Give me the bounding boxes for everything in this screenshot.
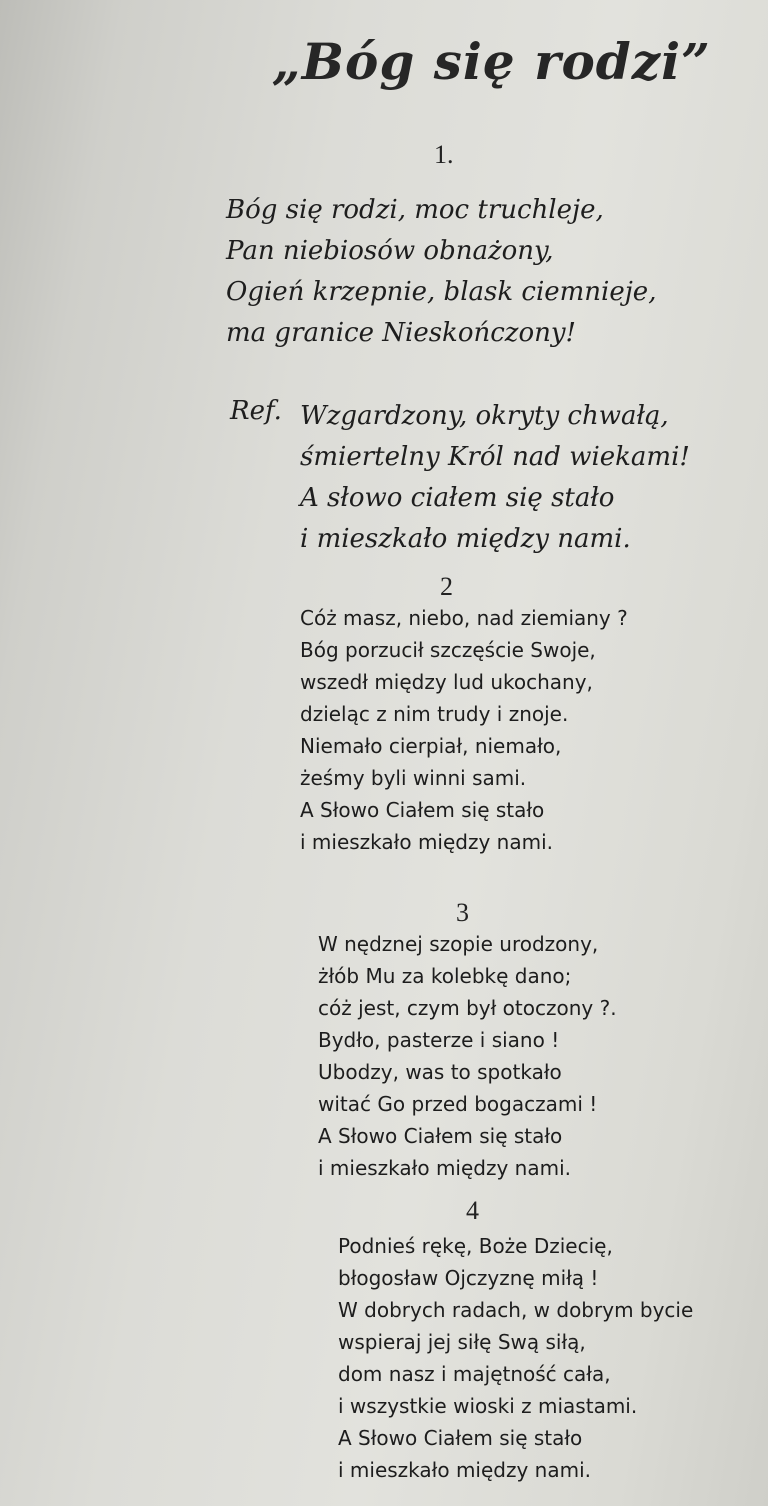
verse-line: witać Go przed bogaczami ! [318, 1092, 598, 1116]
refrain-line: Wzgardzony, okryty chwałą, [300, 401, 669, 431]
verse-line: Bóg porzucił szczęście Swoje, [300, 638, 596, 662]
verse-line: Ogień krzepnie, blask ciemnieje, [226, 277, 657, 307]
refrain-line: A słowo ciałem się stało [300, 483, 615, 513]
verse-line: Podnieś rękę, Boże Dziecię, [338, 1234, 613, 1258]
verse-line: i mieszkało między nami. [318, 1156, 571, 1180]
refrain-line: śmiertelny Król nad wiekami! [300, 442, 690, 472]
page-title: „Bóg się rodzi” [272, 32, 711, 91]
verse-line: Cóż masz, niebo, nad ziemiany ? [300, 606, 628, 630]
verse-1 [226, 190, 656, 354]
verse-2 [300, 602, 628, 858]
verse-number: 3 [456, 898, 469, 927]
verse-line: i mieszkało między nami. [300, 830, 553, 854]
verse-3 [318, 928, 617, 1184]
verse-line: błogosław Ojczyznę miłą ! [338, 1266, 599, 1290]
verse-line: W nędznej szopie urodzony, [318, 932, 599, 956]
refrain-line: i mieszkało między nami. [300, 524, 631, 554]
verse-number: 1. [434, 140, 454, 169]
verse-line: Bóg się rodzi, moc truchleje, [226, 195, 604, 225]
verse-number: 2 [440, 572, 453, 601]
verse-line: i mieszkało między nami. [338, 1458, 591, 1482]
verse-line: wszedł między lud ukochany, [300, 670, 593, 694]
verse-line: cóż jest, czym był otoczony ?. [318, 996, 617, 1020]
verse-line: Pan niebiosów obnażony, [226, 236, 554, 266]
verse-line: i wszystkie wioski z miastami. [338, 1394, 638, 1418]
verse-line: wspieraj jej siłę Swą siłą, [338, 1330, 586, 1354]
verse-line: A Słowo Ciałem się stało [338, 1426, 583, 1450]
refrain [300, 396, 690, 560]
verse-line: dom nasz i majętność cała, [338, 1362, 611, 1386]
verse-line: dzieląc z nim trudy i znoje. [300, 702, 569, 726]
verse-line: A Słowo Ciałem się stało [318, 1124, 563, 1148]
verse-line: żłób Mu za kolebkę dano; [318, 964, 572, 988]
verse-line: Ubodzy, was to spotkało [318, 1060, 562, 1084]
verse-line: Niemało cierpiał, niemało, [300, 734, 562, 758]
refrain-label: Ref. [230, 396, 282, 426]
verse-line: W dobrych radach, w dobrym bycie [338, 1298, 694, 1322]
verse-line: Bydło, pasterze i siano ! [318, 1028, 560, 1052]
verse-line: żeśmy byli winni sami. [300, 766, 527, 790]
verse-line: A Słowo Ciałem się stało [300, 798, 545, 822]
verse-number: 4 [466, 1196, 479, 1225]
verse-4 [338, 1230, 693, 1486]
verse-line: ma granice Nieskończony! [226, 318, 577, 348]
